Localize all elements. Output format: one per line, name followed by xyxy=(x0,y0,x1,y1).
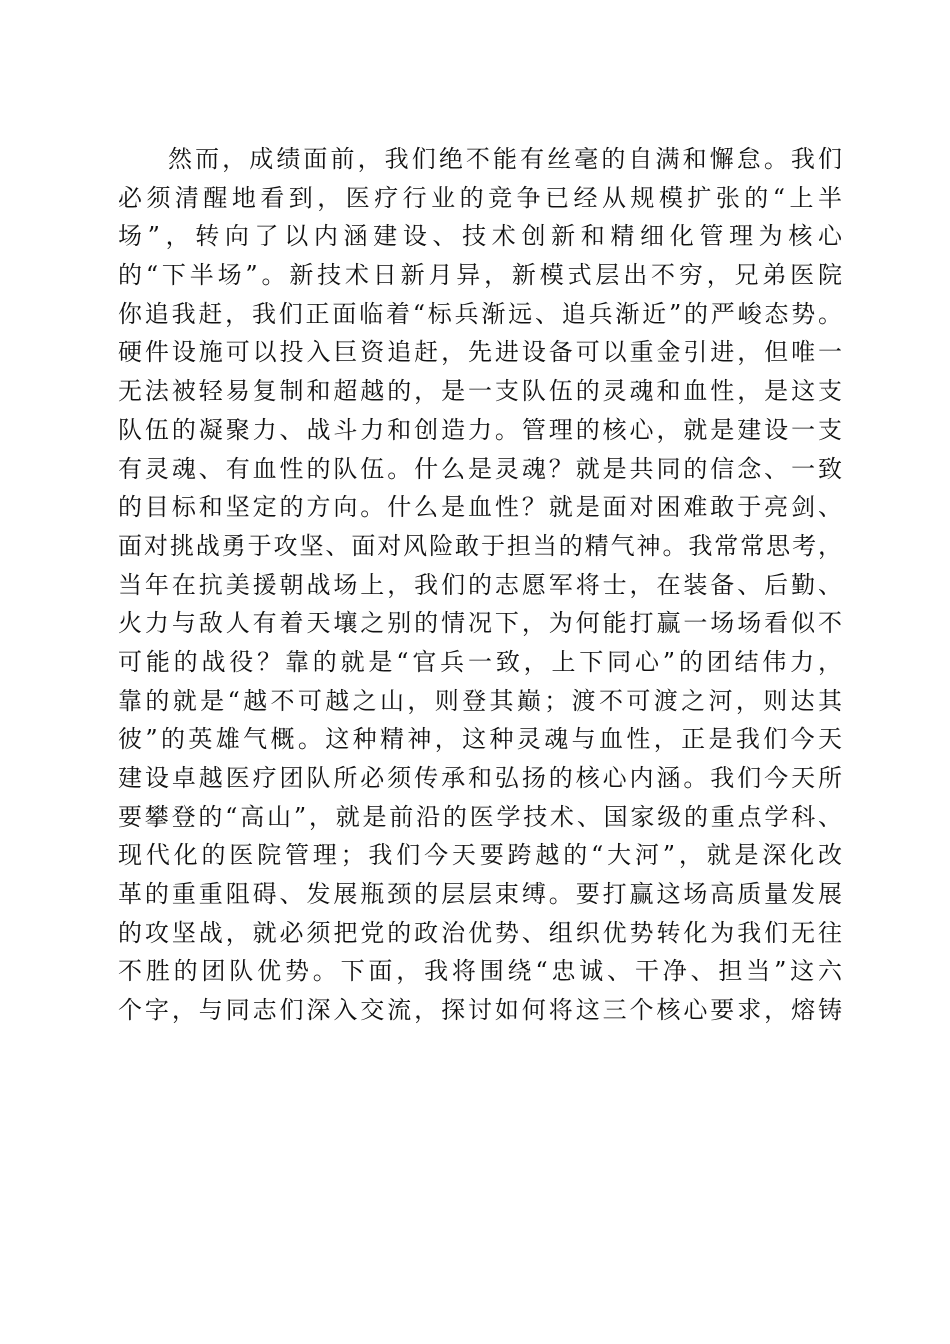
text-line: 要攀登的“高山”，就是前沿的医学技术、国家级的重点学科、 xyxy=(118,802,842,831)
text-line: 当年在抗美援朝战场上，我们的志愿军将士，在装备、后勤、 xyxy=(118,570,842,599)
text-line: 面对挑战勇于攻坚、面对风险敢于担当的精气神。我常常思考， xyxy=(118,531,842,560)
text-line: 革的重重阻碍、发展瓶颈的层层束缚。要打赢这场高质量发展 xyxy=(118,880,842,909)
text-line: 无法被轻易复制和超越的，是一支队伍的灵魂和血性，是这支 xyxy=(118,377,842,406)
text-line: 的攻坚战，就必须把党的政治优势、组织优势转化为我们无往 xyxy=(118,918,842,947)
text-line: 你追我赶，我们正面临着“标兵渐远、追兵渐近”的严峻态势。 xyxy=(118,299,842,328)
text-line: 的目标和坚定的方向。什么是血性？就是面对困难敢于亮剑、 xyxy=(118,493,842,522)
text-line: 建设卓越医疗团队所必须传承和弘扬的核心内涵。我们今天所 xyxy=(118,764,842,792)
text-line: 的“下半场”。新技术日新月异，新模式层出不穷，兄弟医院 xyxy=(118,261,842,290)
text-line: 有灵魂、有血性的队伍。什么是灵魂？就是共同的信念、一致 xyxy=(118,454,842,483)
text-line: 现代化的医院管理；我们今天要跨越的“大河”，就是深化改 xyxy=(118,841,842,870)
text-line: 彼”的英雄气概。这种精神，这种灵魂与血性，正是我们今天 xyxy=(118,725,842,754)
text-line: 靠的就是“越不可越之山，则登其巅；渡不可渡之河，则达其 xyxy=(118,686,842,715)
body-paragraph xyxy=(118,140,842,1030)
text-line: 火力与敌人有着天壤之别的情况下，为何能打赢一场场看似不 xyxy=(118,609,842,638)
text-line: 个字，与同志们深入交流，探讨如何将这三个核心要求，熔铸 xyxy=(118,996,842,1025)
text-line: 可能的战役？靠的就是“官兵一致，上下同心”的团结伟力， xyxy=(118,647,842,676)
text-line: 硬件设施可以投入巨资追赶，先进设备可以重金引进，但唯一 xyxy=(118,338,842,367)
text-line: 然而，成绩面前，我们绝不能有丝毫的自满和懈怠。我们 xyxy=(168,145,842,173)
text-line: 必须清醒地看到，医疗行业的竞争已经从规模扩张的“上半 xyxy=(118,183,842,212)
text-line: 队伍的凝聚力、战斗力和创造力。管理的核心，就是建设一支 xyxy=(118,415,842,444)
text-line: 不胜的团队优势。下面，我将围绕“忠诚、干净、担当”这六 xyxy=(118,957,842,986)
text-line: 场”，转向了以内涵建设、技术创新和精细化管理为核心 xyxy=(118,222,842,251)
